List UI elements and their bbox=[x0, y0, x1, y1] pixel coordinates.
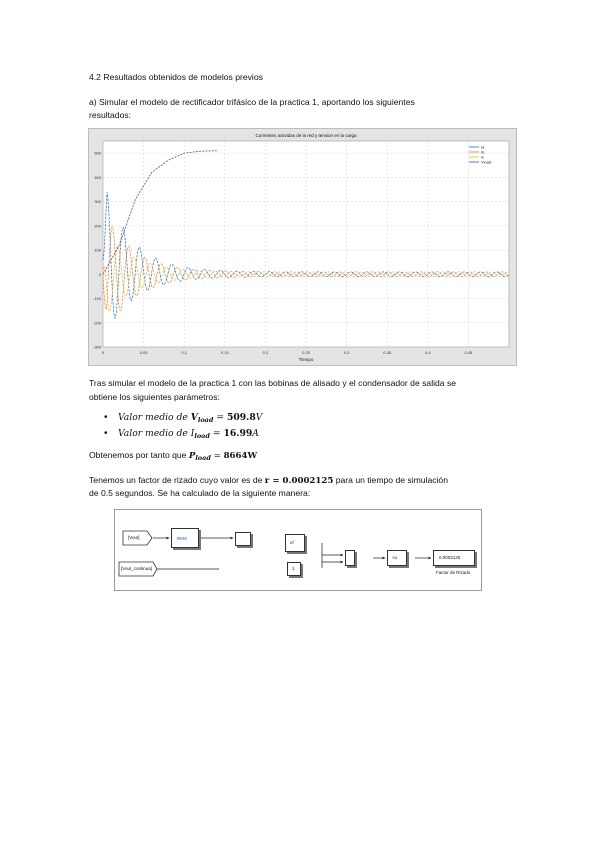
legend-entry: Ib bbox=[481, 149, 485, 155]
legend-entry: Vload bbox=[481, 159, 492, 165]
sqrt-label: √u bbox=[392, 555, 397, 560]
x-tick-label: 0.25 bbox=[302, 350, 310, 355]
y-tick-label: -300 bbox=[92, 344, 101, 350]
y-tick-label: 300 bbox=[94, 199, 101, 205]
chart-title: Corrientes actividas de la red y tension en la carga bbox=[255, 133, 357, 138]
sqrt-block[interactable] bbox=[387, 550, 407, 566]
constant-block[interactable] bbox=[287, 562, 301, 576]
display-value: 0.0002125 bbox=[439, 555, 461, 560]
from-tag-vout: [Vout] bbox=[128, 535, 140, 540]
x-tick-label: 0.35 bbox=[383, 350, 392, 355]
question-line-2: resultados: bbox=[89, 110, 132, 120]
rms-block[interactable] bbox=[171, 528, 199, 548]
question-line-1: a) Simular el modelo de rectificador trifásico de la practica 1, aportando los siguientes bbox=[89, 97, 415, 107]
ripple-paragraph-line-2: de 0.5 segundos. Se ha calculado de la siguiente manera: bbox=[89, 488, 311, 498]
y-tick-label: 100 bbox=[94, 247, 101, 253]
x-tick-label: 0 bbox=[101, 350, 105, 355]
y-tick-label: -200 bbox=[92, 320, 101, 326]
x-axis-label: Tiempo bbox=[298, 357, 314, 362]
y-tick-label: 200 bbox=[94, 223, 101, 229]
simulink-diagram bbox=[114, 509, 482, 591]
bullet-iload: • Valor medio de $I_{load} = 16.99A$ bbox=[104, 427, 262, 443]
rms-label: RMS bbox=[177, 536, 187, 541]
sum-block[interactable] bbox=[345, 550, 355, 566]
x-tick-label: 0.2 bbox=[262, 350, 269, 355]
waveform-chart bbox=[88, 128, 517, 366]
x-tick-label: 0.45 bbox=[464, 350, 473, 355]
plot-area bbox=[103, 141, 509, 347]
square-block[interactable] bbox=[285, 534, 305, 552]
y-tick-label: 0 bbox=[98, 271, 101, 277]
paragraph-1-line-2: obtiene los siguientes parámetros: bbox=[89, 392, 220, 402]
power-paragraph: Obtenemos por tanto que $P_{load} = 8664W$ bbox=[89, 450, 258, 462]
y-tick-label: 400 bbox=[94, 174, 101, 180]
parameter-list bbox=[104, 411, 262, 443]
ripple-paragraph-line-1: Tenemos un factor de rizado cuyo valor es de r = 0.0002125 para un tiempo de simulación bbox=[89, 475, 448, 486]
bullet-vload: • Valor medio de $V_{load} = 509.8V$ bbox=[104, 411, 262, 427]
display-caption: Factor de Rizado bbox=[436, 570, 471, 575]
legend-entry: Ic bbox=[481, 154, 485, 160]
legend-entry: Ia bbox=[481, 144, 485, 150]
from-tag-vout-continua: [Vout_continua] bbox=[121, 566, 153, 571]
x-tick-label: 0.15 bbox=[220, 350, 229, 355]
section-title: 4.2 Resultados obtenidos de modelos previos bbox=[89, 72, 263, 82]
x-tick-label: 0.4 bbox=[425, 350, 431, 355]
constant-label: 1 bbox=[292, 566, 295, 571]
x-tick-label: 0.1 bbox=[181, 350, 187, 355]
square-label: u² bbox=[290, 540, 295, 545]
paragraph-1-line-1: Tras simular el modelo de la practica 1 con las bobinas de alisado y el condensador de salida se bbox=[89, 378, 457, 388]
display-block[interactable] bbox=[433, 550, 475, 566]
y-tick-label: 500 bbox=[94, 150, 101, 156]
x-tick-label: 0.3 bbox=[343, 350, 350, 355]
y-tick-label: -100 bbox=[92, 296, 101, 302]
x-tick-label: 0.05 bbox=[139, 350, 148, 355]
chart-svg bbox=[89, 129, 518, 367]
divide-block[interactable] bbox=[235, 532, 251, 546]
